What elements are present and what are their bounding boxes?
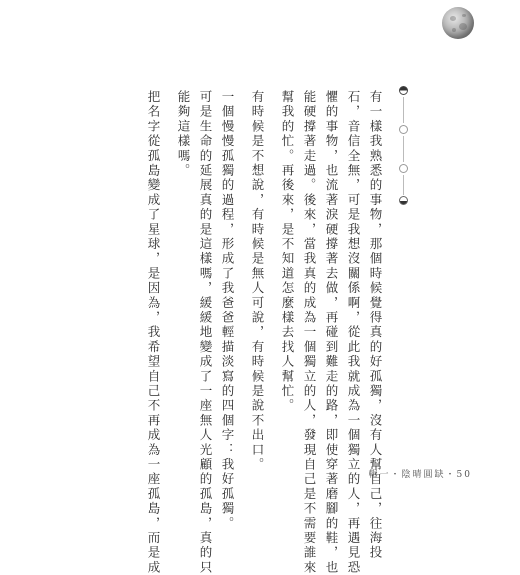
thin-moon-icon: [399, 125, 408, 134]
phase-divider: [403, 136, 404, 162]
paragraph-3-line-3: 能夠這樣嗎。: [176, 90, 191, 179]
paragraph-3-line-2: 可是生命的延展真的是這樣嗎，緩緩地變成了一座無人光顧的孤島，真的只: [198, 90, 213, 575]
crescent-moon-icon: [399, 196, 408, 205]
paragraph-1-line-1: 有一樣我熟悉的事物，那個時候覺得真的好孤獨，沒有人幫自己，往海投: [368, 90, 383, 561]
phase-divider: [403, 175, 404, 195]
thin-moon-icon: [399, 164, 408, 173]
paragraph-1-line-4: 能硬撐著走過。後來，當我真的成為一個獨立的人，發現自己是不需要誰來: [302, 90, 317, 575]
paragraph-2-line-1: 有時候是不想說，有時候是無人可說，有時候是說不出口。: [250, 90, 265, 473]
half-moon-icon: [399, 86, 408, 95]
paragraph-3-line-1: 一個慢慢孤獨的過程，形成了我爸爸輕描淡寫的四個字：我好孤獨。: [220, 90, 235, 531]
paragraph-1-line-2: 石，音信全無，可是我想沒關係啊，從此我就成為一個獨立的人，再遇見恐: [346, 90, 361, 575]
paragraph-1-line-5: 幫我的忙。再後來，是不知道怎麼樣去找人幫忙。: [280, 90, 295, 414]
page-footer: 輯一・陰晴圓缺・50: [368, 470, 472, 480]
paragraph-4-line-1: 把名字從孤島變成了星球，是因為，我希望自己不再成為一座孤島，而是成: [146, 90, 161, 575]
paragraph-1-line-3: 懼的事物，也流著淚硬撐著去做，再碰到難走的路，即使穿著磨腳的鞋，也: [324, 90, 339, 575]
full-moon-icon: [442, 7, 474, 39]
phase-divider: [403, 97, 404, 123]
moon-phase-column: [396, 86, 412, 216]
